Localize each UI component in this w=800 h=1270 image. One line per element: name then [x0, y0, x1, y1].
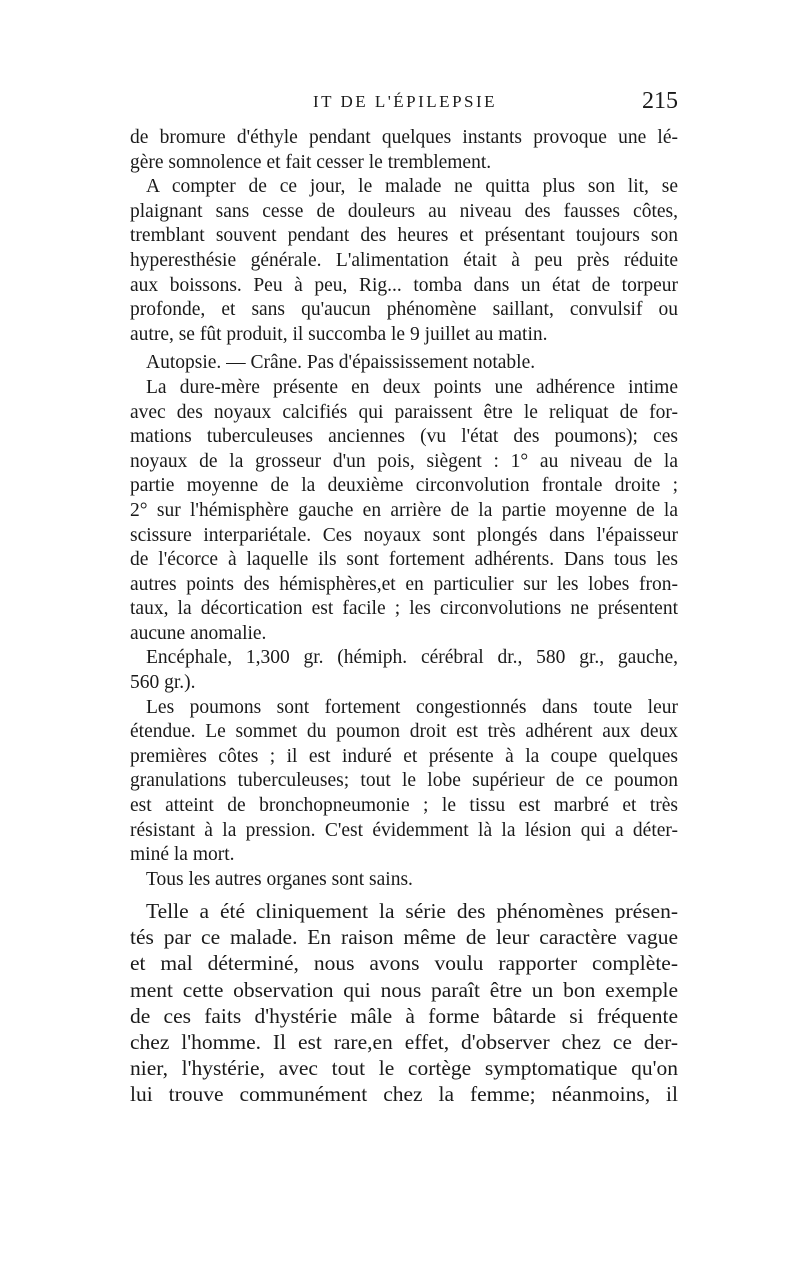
text-line: mations tuberculeuses anciennes (vu l'état des poumons); ces [130, 426, 678, 448]
text-line: granulations tuberculeuses; tout le lobe supérieur de ce poumon [130, 770, 678, 792]
autopsy-heading: Autopsie. — Crâne. Pas d'épaississement notable. [146, 352, 536, 374]
text-line: et mal déterminé, nous avons voulu rapporter complète- [130, 951, 678, 976]
encephale-line: Encéphale, 1,300 gr. (hémiph. cérébral dr., 580 gr., gauche, [146, 647, 678, 669]
text-line: lui trouve communément chez la femme; néanmoins, il [130, 1082, 678, 1107]
text-line: 560 gr.). [130, 672, 196, 694]
text-line: étendue. Le sommet du poumon droit est très adhérent aux deux [130, 721, 678, 743]
text-line: gère somnolence et fait cesser le tremblement. [130, 151, 492, 173]
text-line: Les poumons sont fortement congestionnés dans toute leur [146, 696, 678, 718]
text-line: nier, l'hystérie, avec tout le cortège symptomatique qu'on [130, 1056, 678, 1081]
text-line: profonde, et sans qu'aucun phénomène saillant, convulsif ou [130, 299, 678, 321]
text-line: A compter de ce jour, le malade ne quitta plus son lit, se [146, 176, 678, 198]
text-line: chez l'homme. Il est rare,en effet, d'observer chez ce der- [130, 1030, 678, 1055]
text-line: de l'écorce à laquelle ils sont fortement adhérents. Dans tous les [130, 549, 678, 571]
text-line: premières côtes ; il est induré et présente à la coupe quelques [130, 745, 678, 767]
text-line: hyperesthésie générale. L'alimentation était à peu près réduite [130, 249, 678, 271]
observation-text [130, 126, 678, 892]
text-line: taux, la décortication est facile ; les circonvolutions ne présentent [130, 598, 678, 620]
text-line: La dure-mère présente en deux points une adhérence intime [146, 376, 678, 398]
text-line: de bromure d'éthyle pendant quelques instants provoque une lé- [130, 127, 678, 148]
page-header [130, 88, 680, 118]
text-line: est atteint de bronchopneumonie ; le tissu est marbré et très [130, 795, 678, 817]
text-line: aux boissons. Peu à peu, Rig... tomba dans un état de torpeur [130, 274, 678, 296]
text-line: de ces faits d'hystérie mâle à forme bâtarde si fréquente [130, 1003, 678, 1028]
text-line: autres points des hémisphères,et en particulier sur les lobes fron- [130, 573, 678, 595]
text-line: partie moyenne de la deuxième circonvolution frontale droite ; [130, 475, 678, 497]
text-line: ment cette observation qui nous paraît être un bon exemple [130, 977, 678, 1002]
text-line: résistant à la pression. C'est évidemment là la lésion qui a déter- [130, 819, 678, 841]
text-line: autre, se fût produit, il succomba le 9 juillet au matin. [130, 323, 548, 345]
running-head: IT DE L'ÉPILEPSIE [312, 92, 498, 111]
text-line: Telle a été cliniquement la série des phénomènes présen- [146, 899, 678, 923]
text-line: tés par ce malade. En raison même de leur caractère vague [130, 925, 678, 950]
text-line: 2° sur l'hémisphère gauche en arrière de la partie moyenne de la [130, 499, 678, 521]
text-line: aucune anomalie. [130, 622, 267, 644]
text-line: scissure interpariétale. Ces noyaux sont plongés dans l'épaisseur [130, 524, 678, 546]
text-line: plaignant sans cesse de douleurs au niveau des fausses côtes, [130, 200, 678, 222]
commentary-text [130, 898, 678, 1108]
text-line: tremblant souvent pendant des heures et présentant toujours son [130, 225, 678, 247]
page-number: 215 [642, 88, 678, 114]
text-line: miné la mort. [130, 844, 235, 866]
text-line: noyaux de la grosseur d'un pois, siègent : 1° au niveau de la [130, 450, 678, 472]
text-line: Tous les autres organes sont sains. [146, 868, 413, 890]
text-line: avec des noyaux calcifiés qui paraissent être le reliquat de for- [130, 401, 678, 423]
